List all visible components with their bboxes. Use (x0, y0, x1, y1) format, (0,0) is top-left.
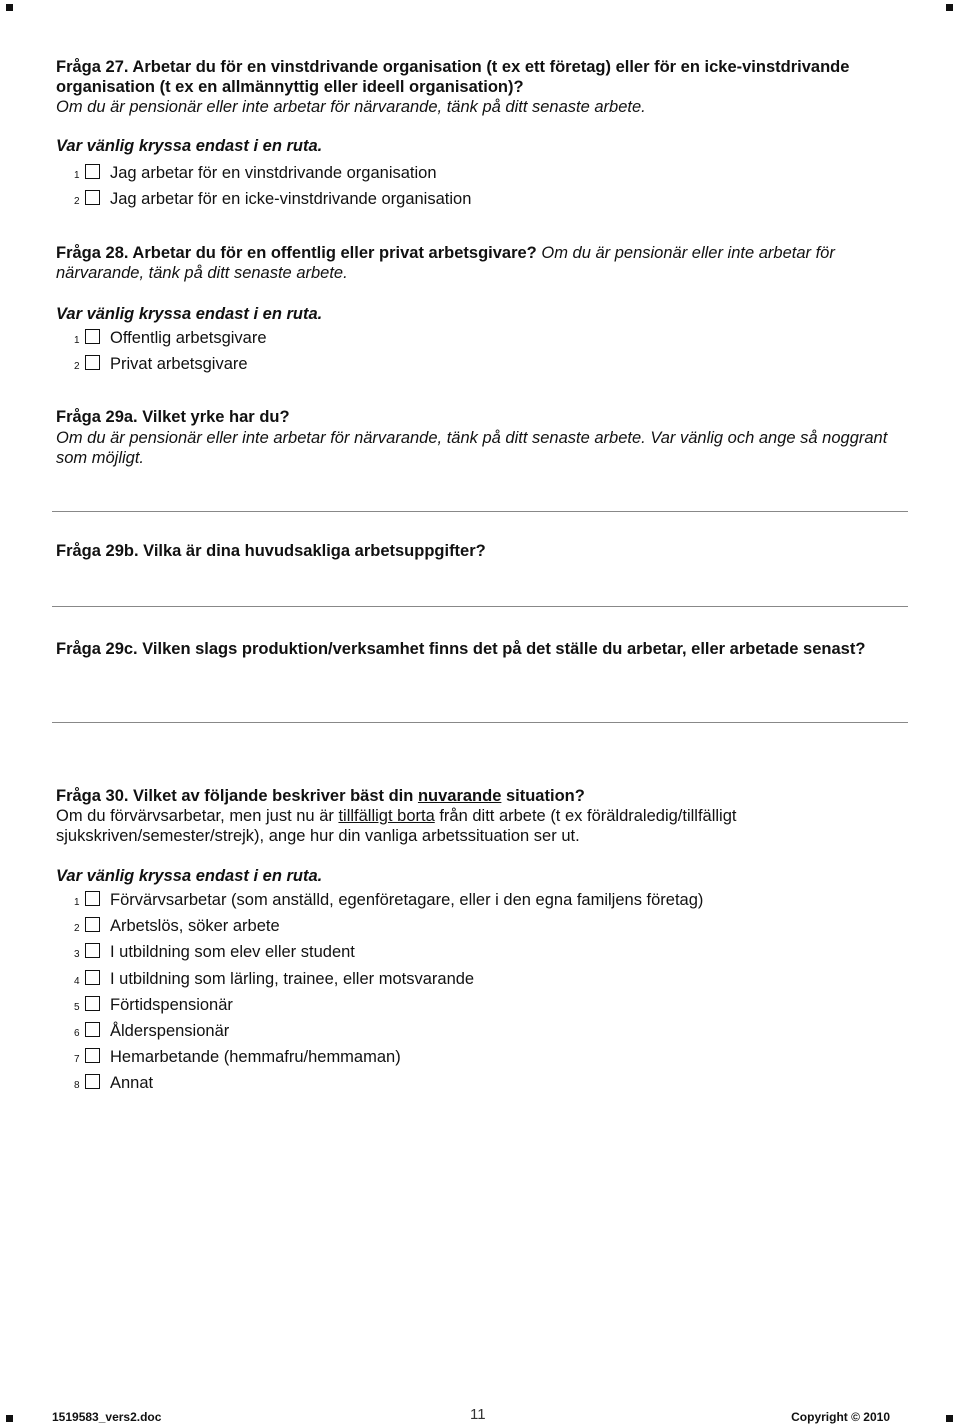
footer-copyright: Copyright © 2010 (791, 1410, 890, 1424)
q30-option-1[interactable] (74, 890, 703, 910)
checkbox[interactable] (85, 164, 100, 179)
q28-note: Om du är pensionär eller inte arbetar för närvarande, tänk på ditt senaste arbete. (56, 244, 835, 282)
option-number: 3 (74, 949, 80, 960)
option-label: Förvärvsarbetar (som anställd, egenföretagare, eller i den egna familjens företag) (110, 891, 704, 909)
q30-option-8[interactable] (74, 1073, 153, 1093)
q29a-answer-line[interactable] (52, 511, 908, 512)
option-label: Offentlig arbetsgivare (110, 329, 267, 347)
q29b-title: Fråga 29b. Vilka är dina huvudsakliga arbetsuppgifter? (56, 542, 486, 560)
corner-mark-top-right (946, 4, 953, 11)
option-number: 1 (74, 170, 80, 181)
option-number: 1 (74, 335, 80, 346)
footer-filename: 1519583_vers2.doc (52, 1410, 162, 1424)
checkbox[interactable] (85, 190, 100, 205)
corner-mark-bottom-right (946, 1415, 953, 1422)
q28-title: Fråga 28. Arbetar du för en offentlig eller privat arbetsgivare? (56, 244, 537, 262)
q30-title-post: situation? (501, 787, 585, 805)
checkbox[interactable] (85, 996, 100, 1011)
checkbox[interactable] (85, 1048, 100, 1063)
q30-instruction: Var vänlig kryssa endast i en ruta. (56, 867, 323, 885)
q29b-answer-line[interactable] (52, 606, 908, 607)
q29c-answer-line[interactable] (52, 722, 908, 723)
option-number: 2 (74, 361, 80, 372)
option-label: I utbildning som lärling, trainee, eller motsvarande (110, 970, 475, 988)
q30-title (56, 786, 908, 806)
q27-instruction: Var vänlig kryssa endast i en ruta. (56, 137, 323, 155)
option-number: 7 (74, 1054, 80, 1065)
q28-option-1[interactable] (74, 328, 267, 348)
option-number: 2 (74, 923, 80, 934)
corner-mark-bottom-left (6, 1415, 13, 1422)
q27-note: Om du är pensionär eller inte arbetar för närvarande, tänk på ditt senaste arbete. (56, 98, 646, 116)
checkbox[interactable] (85, 329, 100, 344)
footer-page-number: 11 (470, 1406, 486, 1423)
q29a-note: Om du är pensionär eller inte arbetar för närvarande, tänk på ditt senaste arbete. Var vänlig och ange så noggrant som möjligt. (56, 429, 888, 467)
option-number: 4 (74, 976, 80, 987)
q29c-title: Fråga 29c. Vilken slags produktion/verksamhet finns det på det ställe du arbetar, eller arbetade senast? (56, 640, 866, 658)
q28-instruction: Var vänlig kryssa endast i en ruta. (56, 305, 323, 323)
q30-option-4[interactable] (74, 969, 474, 989)
q30-title-underlined: nuvarande (417, 787, 502, 805)
q28-option-2[interactable] (74, 354, 248, 374)
checkbox[interactable] (85, 1022, 100, 1037)
checkbox[interactable] (85, 917, 100, 932)
q27-title: Fråga 27. Arbetar du för en vinstdrivande organisation (t ex ett företag) eller för en icke-vinstdrivande organisation (t ex en allmännyttig eller ideell organisation)? (56, 58, 850, 96)
q30-option-2[interactable] (74, 916, 280, 936)
q30-option-6[interactable] (74, 1021, 229, 1041)
q30-note-pre: Om du förvärvsarbetar, men just nu är (56, 807, 339, 825)
option-number: 5 (74, 1002, 80, 1013)
option-label: Annat (110, 1074, 154, 1092)
q27-option-1[interactable] (74, 163, 437, 183)
option-label: Arbetslös, söker arbete (110, 917, 280, 935)
option-label: Hemarbetande (hemmafru/hemmaman) (110, 1048, 401, 1066)
q28-block (56, 243, 908, 283)
q30-note (56, 806, 908, 846)
corner-mark-top-left (6, 4, 13, 11)
q30-note-post: från ditt arbete (t ex föräldraledig/tillfälligt sjukskriven/semester/strejk), ange hur din vanliga arbetssituation ser ut. (56, 807, 737, 845)
option-label: Jag arbetar för en icke-vinstdrivande organisation (110, 190, 472, 208)
option-number: 2 (74, 196, 80, 207)
option-label: Ålderspensionär (110, 1022, 230, 1040)
option-number: 8 (74, 1080, 80, 1091)
q30-title-pre: Fråga 30. Vilket av följande beskriver bäst din (56, 787, 418, 805)
option-label: Privat arbetsgivare (110, 355, 248, 373)
checkbox[interactable] (85, 970, 100, 985)
checkbox[interactable] (85, 943, 100, 958)
checkbox[interactable] (85, 355, 100, 370)
q30-option-7[interactable] (74, 1047, 401, 1067)
checkbox[interactable] (85, 891, 100, 906)
option-label: Jag arbetar för en vinstdrivande organisation (110, 164, 437, 182)
q30-option-3[interactable] (74, 942, 355, 962)
checkbox[interactable] (85, 1074, 100, 1089)
q30-option-5[interactable] (74, 995, 233, 1015)
q30-note-underlined: tillfälligt borta (338, 807, 435, 825)
q27-option-2[interactable] (74, 189, 471, 209)
option-number: 6 (74, 1028, 80, 1039)
option-number: 1 (74, 897, 80, 908)
option-label: I utbildning som elev eller student (110, 943, 355, 961)
option-label: Förtidspensionär (110, 996, 233, 1014)
q29a-title: Fråga 29a. Vilket yrke har du? (56, 408, 290, 426)
